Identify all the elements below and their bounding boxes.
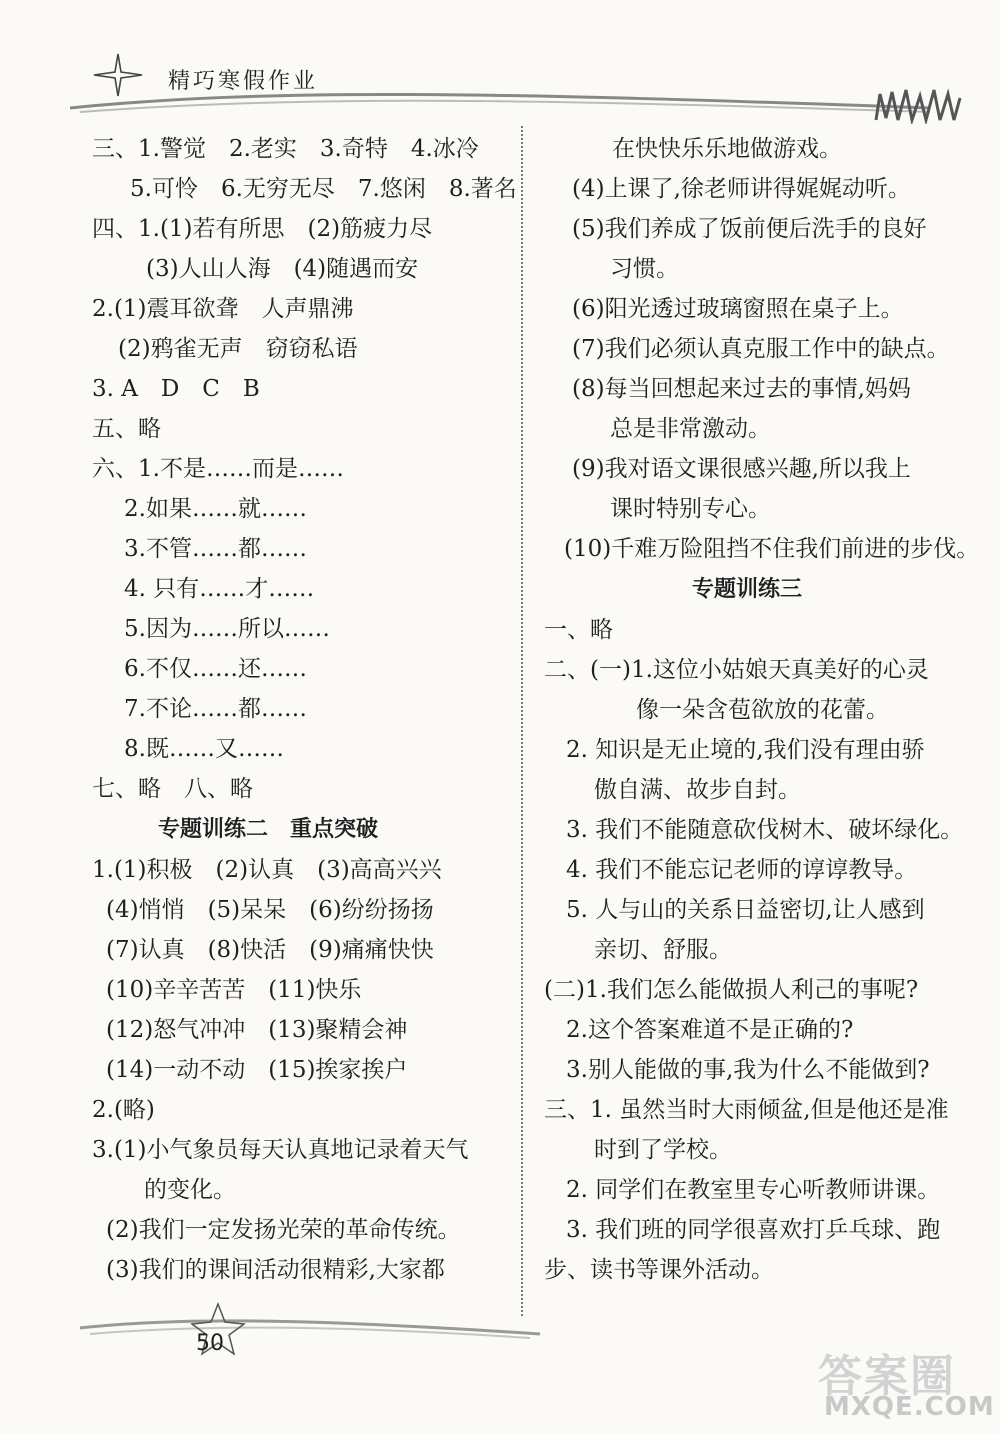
answer-line: 亲切、舒服。: [594, 937, 732, 963]
answer-line: (5)我们养成了饭前便后洗手的良好: [572, 216, 927, 242]
answer-line: 1.(1)积极 (2)认真 (3)高高兴兴: [92, 857, 442, 883]
answer-line: 课时特别专心。: [610, 496, 771, 522]
answer-line: 2.(略): [92, 1097, 155, 1123]
answer-line: 3. 我们不能随意砍伐树木、破坏绿化。: [566, 817, 964, 843]
answer-line: 6.不仅……还……: [124, 656, 307, 682]
answer-line: 5.可怜 6.无穷无尽 7.悠闲 8.著名: [130, 176, 517, 202]
answer-line: 5.因为……所以……: [124, 616, 330, 642]
answer-line: (7)认真 (8)快活 (9)痛痛快快: [106, 937, 434, 963]
answer-line: 2. 知识是无止境的,我们没有理由骄: [566, 737, 925, 763]
answer-line: 步、读书等课外活动。: [544, 1257, 774, 1283]
answer-line: 五、略: [92, 416, 161, 442]
answer-line: (12)怒气冲冲 (13)聚精会神: [106, 1017, 408, 1043]
answer-line: 像一朵含苞欲放的花蕾。: [636, 697, 889, 723]
answer-line: 4. 只有……才……: [124, 576, 315, 602]
header-ornament-icon: [872, 84, 964, 124]
answer-line: (3)我们的课间活动很精彩,大家都: [106, 1257, 445, 1283]
answer-line: 在快快乐乐地做游戏。: [612, 136, 842, 162]
answer-line: 3.别人能做的事,我为什么不能做到?: [566, 1057, 930, 1083]
answer-line: 二、(一)1.这位小姑娘天真美好的心灵: [544, 657, 929, 683]
answer-line: 4. 我们不能忘记老师的谆谆教导。: [566, 857, 918, 883]
answer-line: 3.(1)小气象员每天认真地记录着天气: [92, 1137, 469, 1163]
footer-swoosh-decoration: [70, 1300, 550, 1360]
answer-line: (10)辛辛苦苦 (11)快乐: [106, 977, 362, 1003]
watermark-url: MXQE.COM: [824, 1392, 995, 1422]
answer-line: 2.如果……就……: [124, 496, 307, 522]
header-title: 精巧寒假作业: [168, 69, 319, 94]
answer-line: (9)我对语文课很感兴趣,所以我上: [572, 456, 911, 482]
answer-line: 3. A D C B: [92, 376, 260, 402]
section-heading: 专题训练三: [692, 577, 803, 602]
answer-line: (2)鸦雀无声 窃窃私语: [118, 336, 358, 362]
answer-line: 的变化。: [144, 1177, 236, 1203]
answer-line: 总是非常激动。: [610, 416, 771, 442]
answer-line: 时到了学校。: [594, 1137, 732, 1163]
page-number: 50: [196, 1331, 224, 1356]
column-divider: [521, 126, 523, 1316]
watermark-logo: 答案圈: [818, 1351, 956, 1402]
answer-line: 3.不管……都……: [124, 536, 307, 562]
answer-line: 六、1.不是……而是……: [92, 456, 344, 482]
answer-line: 一、略: [544, 617, 613, 643]
answer-line: (7)我们必须认真克服工作中的缺点。: [572, 336, 950, 362]
answer-line: 三、1.警觉 2.老实 3.奇特 4.冰冷: [92, 136, 479, 162]
answer-line: 习惯。: [610, 256, 679, 282]
answer-line: (4)悄悄 (5)呆呆 (6)纷纷扬扬: [106, 897, 434, 923]
answer-line: 四、1.(1)若有所思 (2)筋疲力尽: [92, 216, 433, 242]
section-heading: 专题训练二 重点突破: [158, 817, 379, 842]
answer-line: 3. 我们班的同学很喜欢打乒乓球、跑: [566, 1217, 941, 1243]
answer-line: 七、略 八、略: [92, 776, 253, 802]
answer-line: 2. 同学们在教室里专心听教师讲课。: [566, 1177, 941, 1203]
answer-line: (8)每当回想起来过去的事情,妈妈: [572, 376, 911, 402]
answer-line: (6)阳光透过玻璃窗照在桌子上。: [572, 296, 904, 322]
answer-line: 傲自满、故步自封。: [594, 777, 801, 803]
answer-line: 2.这个答案难道不是正确的?: [566, 1017, 854, 1043]
answer-line: (3)人山人海 (4)随遇而安: [146, 256, 419, 282]
answer-line: (2)我们一定发扬光荣的革命传统。: [106, 1217, 461, 1243]
answer-line: (4)上课了,徐老师讲得娓娓动听。: [572, 176, 911, 202]
answer-line: 5. 人与山的关系日益密切,让人感到: [566, 897, 925, 923]
answer-line: 三、1. 虽然当时大雨倾盆,但是他还是准: [544, 1097, 949, 1123]
answer-line: 2.(1)震耳欲聋 人声鼎沸: [92, 296, 354, 322]
answer-line: (14)一动不动 (15)挨家挨户: [106, 1057, 408, 1083]
answer-line: (二)1.我们怎么能做损人利己的事呢?: [544, 977, 919, 1003]
answer-line: (10)千难万险阻挡不住我们前进的步伐。: [564, 536, 980, 562]
answer-line: 7.不论……都……: [124, 696, 307, 722]
answer-line: 8.既……又……: [124, 736, 284, 762]
header-swoosh-decoration: [70, 86, 950, 126]
